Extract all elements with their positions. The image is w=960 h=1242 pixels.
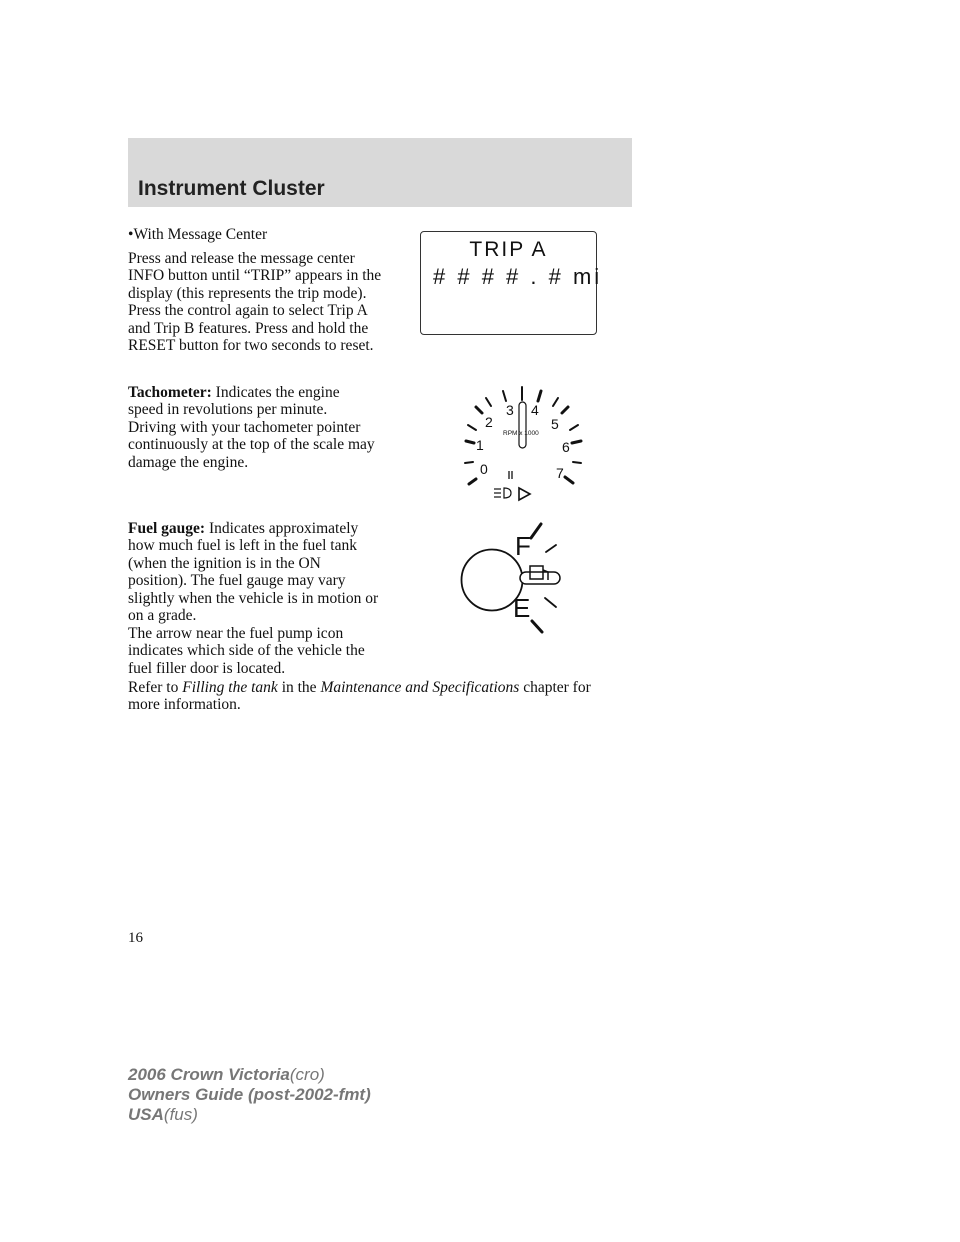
footer-market-code: (fus) xyxy=(163,1105,198,1124)
bullet-text: With Message Center xyxy=(133,226,268,243)
refer-suffix: chapter for more information. xyxy=(128,679,591,714)
fuel-gauge-needle xyxy=(520,572,560,584)
footer-model-code: (cro) xyxy=(289,1065,325,1084)
tach-tick xyxy=(572,441,581,443)
tach-number: 6 xyxy=(562,439,570,455)
tach-tick xyxy=(553,398,558,406)
footer-market: USA xyxy=(128,1105,164,1124)
fuel-empty-label: E xyxy=(513,593,531,623)
trip-display-value: # # # # . # mi xyxy=(433,264,603,289)
refer-prefix: Refer to xyxy=(128,679,183,696)
fuel-gauge-text: Indicates approximately how much fuel is left in the fuel tank (when the ignition is in the ON position). The fuel gauge may vary slightly when the vehicle is in motion or on a grade. xyxy=(128,520,379,625)
tach-tick xyxy=(465,462,473,463)
tach-number: 5 xyxy=(551,416,559,432)
refer-middle: in the xyxy=(277,679,321,696)
tach-tick xyxy=(562,407,568,413)
headlamp-icon xyxy=(494,488,511,498)
bullet-symbol: • xyxy=(128,226,134,243)
refer-link-filling-tank[interactable]: Filling the tank xyxy=(182,679,278,696)
footer-model: 2006 Crown Victoria xyxy=(128,1065,290,1084)
fuel-arrow-paragraph: The arrow near the fuel pump icon indicates which side of the vehicle the fuel filler door is located. xyxy=(128,625,365,677)
refer-link-maintenance[interactable]: Maintenance and Specifications xyxy=(320,679,520,696)
tach-tick xyxy=(486,398,491,406)
tach-tick xyxy=(466,441,474,443)
tach-number: 2 xyxy=(485,414,493,430)
tach-number: 0 xyxy=(480,461,488,477)
tach-tick xyxy=(476,407,482,413)
tach-tick xyxy=(468,425,476,430)
section-title: Instrument Cluster xyxy=(138,177,325,200)
tach-number: 7 xyxy=(556,465,564,481)
tach-tick xyxy=(503,391,506,401)
footer-guide: Owners Guide (post-2002-fmt) xyxy=(128,1085,371,1104)
tach-tick xyxy=(573,462,581,463)
fuel-gauge-term: Fuel gauge: xyxy=(128,520,206,537)
trip-display-title: TRIP A xyxy=(469,238,548,261)
fuel-tick xyxy=(545,598,556,607)
tach-tick xyxy=(570,425,578,430)
tach-number: 1 xyxy=(476,437,484,453)
tach-tick xyxy=(565,477,573,483)
page-number: 16 xyxy=(128,930,143,946)
tach-pointer xyxy=(519,402,526,448)
tach-rpm-label: RPM x 1000 xyxy=(503,430,539,437)
tach-tick xyxy=(469,479,476,484)
fuel-tick xyxy=(546,545,556,552)
fuel-tick xyxy=(531,524,541,538)
tachometer-text: Indicates the engine speed in revolutions per minute. Driving with your tachometer pointer continuously at the top of the scale may damage the engine. xyxy=(128,384,375,471)
tach-tick xyxy=(538,391,541,401)
fuel-gauge xyxy=(462,524,561,632)
message-center-paragraph: Press and release the message center INFO button until “TRIP” appears in the display (this represents the trip mode). Press the control again to select Trip A and Trip B features. Press and hold the RESET button for two seconds to reset. xyxy=(128,250,382,355)
engine-icon xyxy=(519,488,530,500)
tach-number: 4 xyxy=(531,402,539,418)
fuel-tick xyxy=(532,621,542,632)
tachometer-term: Tachometer: xyxy=(128,384,212,401)
seatbelt-warning-icon xyxy=(509,471,512,479)
footer xyxy=(128,1065,371,1125)
fuel-full-label: F xyxy=(515,531,531,561)
tach-number: 3 xyxy=(506,402,514,418)
